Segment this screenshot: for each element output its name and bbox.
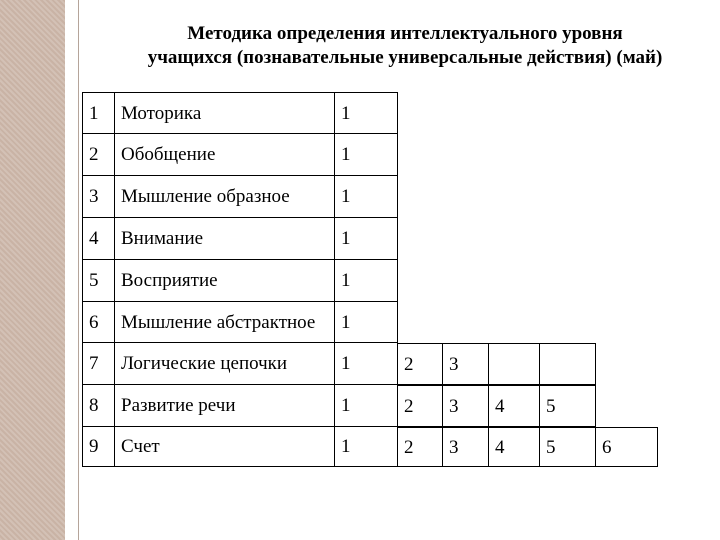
row-number: 3: [82, 176, 115, 218]
score-cell: 2: [398, 343, 443, 385]
score-cell: 2: [398, 385, 443, 427]
row-label: Внимание: [115, 218, 335, 260]
score-cell: 2: [398, 427, 443, 467]
score-cell: 1: [335, 302, 398, 343]
row-number: 1: [82, 92, 115, 134]
score-cell: 1: [335, 343, 398, 385]
score-cell: 1: [335, 260, 398, 302]
score-cell: 1: [335, 427, 398, 467]
row-number: 5: [82, 260, 115, 302]
title-line-2: учащихся (познавательные универсальные действия) (май): [147, 47, 663, 68]
row-label: Моторика: [115, 92, 335, 134]
row-label: Развитие речи: [115, 385, 335, 427]
row-number: 9: [82, 427, 115, 467]
score-cell: 1: [335, 385, 398, 427]
row-number: 8: [82, 385, 115, 427]
row-number: 7: [82, 343, 115, 385]
row-label: Обобщение: [115, 134, 335, 176]
row-number: 4: [82, 218, 115, 260]
score-cell: 4: [489, 385, 540, 427]
score-cell: 5: [540, 427, 596, 467]
score-cell: 5: [540, 385, 596, 427]
score-cell: [489, 343, 540, 385]
row-label: Счет: [115, 427, 335, 467]
row-label: Восприятие: [115, 260, 335, 302]
score-cell: 1: [335, 176, 398, 218]
score-cell: 3: [443, 385, 489, 427]
score-cell: 1: [335, 218, 398, 260]
row-number: 6: [82, 302, 115, 343]
row-label: Мышление образное: [115, 176, 335, 218]
score-cell: 3: [443, 343, 489, 385]
score-cell: [540, 343, 596, 385]
score-cell: 6: [596, 427, 658, 467]
row-label: Логические цепочки: [115, 343, 335, 385]
score-cell: 3: [443, 427, 489, 467]
title-line-1: Методика определения интеллектуального уровня: [187, 23, 623, 44]
score-cell: 1: [335, 134, 398, 176]
score-cell: 1: [335, 92, 398, 134]
row-label: Мышление абстрактное: [115, 302, 335, 343]
score-cell: 4: [489, 427, 540, 467]
row-number: 2: [82, 134, 115, 176]
